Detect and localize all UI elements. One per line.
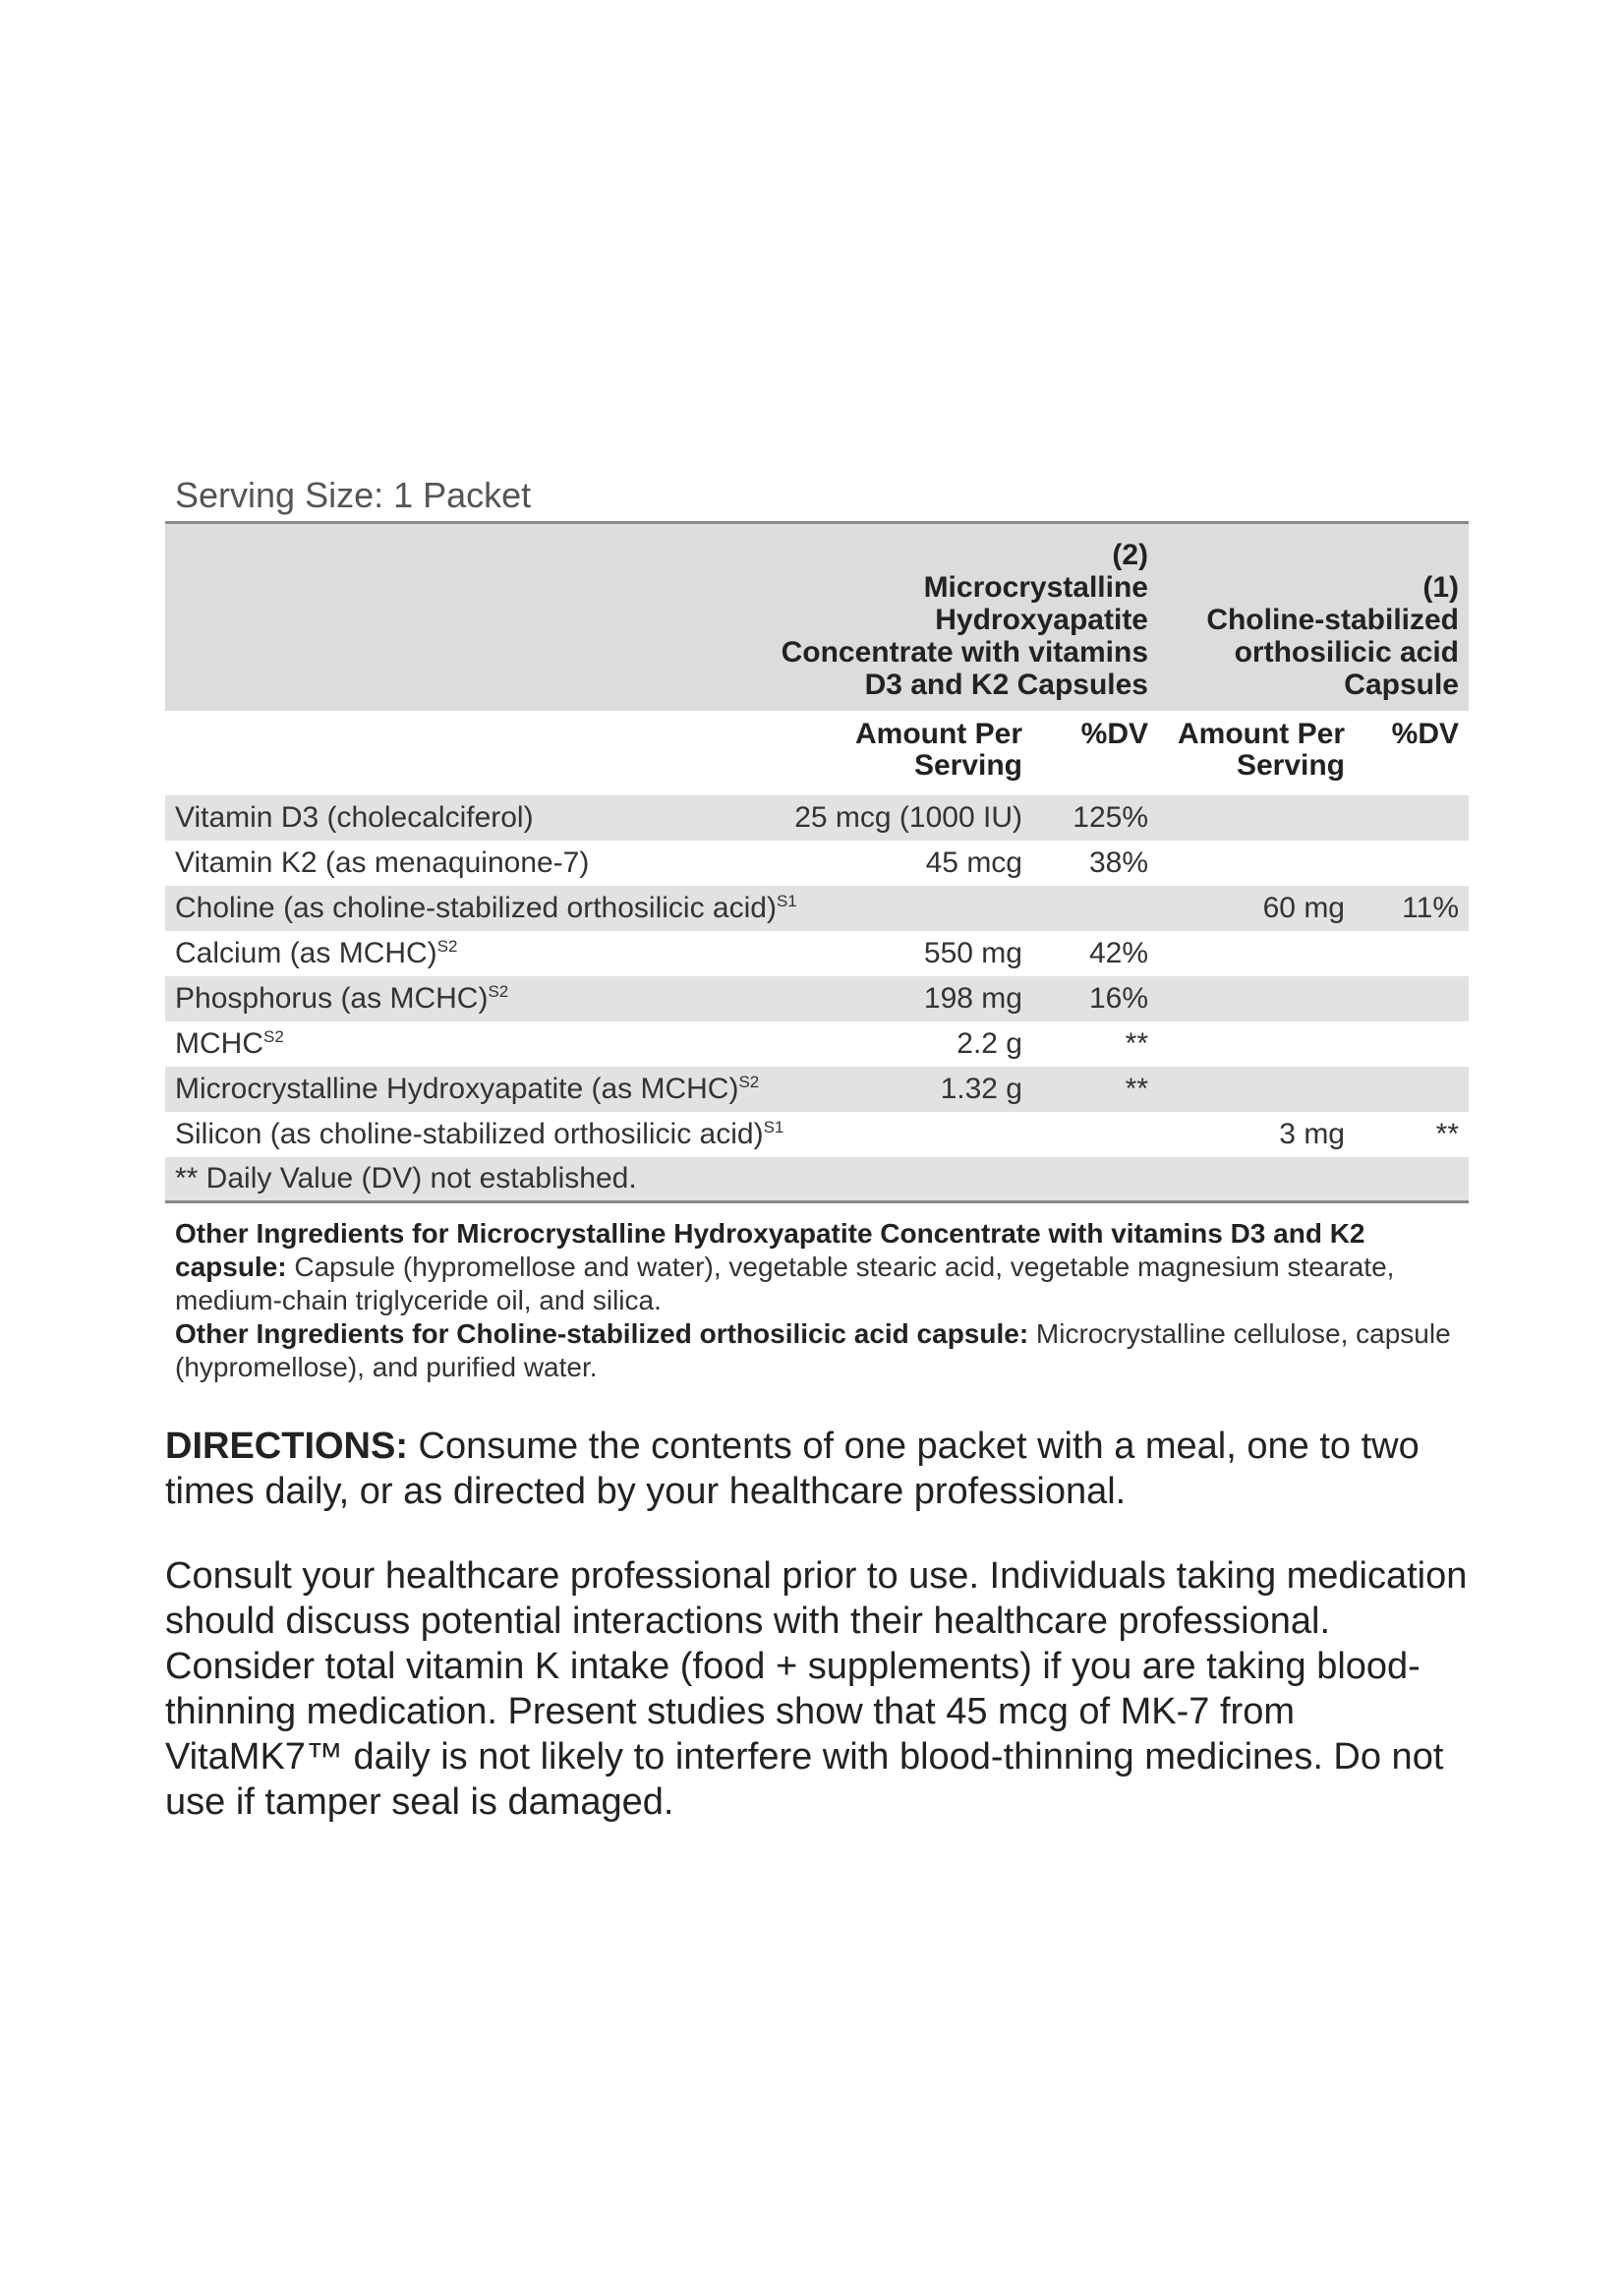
amount-header-row [165,711,1469,795]
nutrient-name: Phosphorus (as MCHC)$^{S2}$ [165,976,767,1021]
dv-1: 125% [1032,795,1158,841]
nutrient-name: Vitamin D3 (cholecalciferol) [165,795,767,841]
serving-size: Serving Size: 1 Packet [175,475,532,515]
dv-2 [1355,976,1469,1021]
directions: DIRECTIONS: Consume the contents of one packet with a meal, one to two times daily, or as directed by your healthcare professional. [165,1426,1420,1512]
dv-2: ** [1435,1118,1459,1150]
amount-header-2: Amount Per Serving [1177,718,1345,782]
dv-2 [1355,1067,1469,1112]
dv-1: ** [1032,1067,1158,1112]
amount-2: 60 mg [1158,886,1355,931]
amount-2 [1158,1067,1355,1112]
header-blank [165,523,767,712]
amount-2 [1158,1021,1355,1067]
amount-header-1: Amount Per Serving [854,718,1022,782]
nutrient-name: Vitamin K2 (as menaquinone-7) [175,846,590,879]
dv-2 [1355,841,1469,886]
dv-header-2: %DV [1391,718,1459,750]
table-row [165,795,1469,841]
amount-1: 45 mcg [925,846,1022,879]
amount-1: 198 mg [767,976,1032,1021]
dv-header-1: %DV [1080,718,1148,750]
product-header-row [165,523,1469,712]
amount-2: 3 mg [1279,1118,1345,1150]
nutrient-name: $MCHC^{S2}$ [175,1027,284,1060]
dv-1 [1032,1112,1158,1157]
dv-footnote-row [165,1157,1469,1202]
amount-1: 550 mg [923,937,1022,969]
table-row [165,931,1469,976]
dv-1 [1032,886,1158,931]
amount-2 [1158,841,1355,886]
other-ingredients-1: Other Ingredients for Microcrystalline Hydroxyapatite Concentrate with vitamins D3 and K2 capsule: Capsule (hypromellose and water), vegetable stearic acid, vegetable magnesium stearate, medium-chain triglyceride oil, and silica. [175,1218,1395,1315]
dv-2: 11% [1355,886,1469,931]
product1-header: (2) Microcrystalline Hydroxyapatite Concentrate with vitamins D3 and K2 Capsules [767,523,1158,712]
dv-1: ** [1125,1027,1148,1060]
amount-1 [767,886,1032,931]
other-ingredients-2: Other Ingredients for Choline-stabilized orthosilicic acid capsule: Microcrystalline cellulose, capsule (hypromellose), and purified water. [175,1318,1451,1382]
nutrient-name: Choline (as choline-stabilized orthosilicic acid)$^{S1}$ [165,886,767,931]
table-row [165,1067,1469,1112]
nutrient-name: Silicon (as choline-stabilized orthosilicic acid)$^{S1}$ [175,1118,784,1150]
dv-1: 16% [1032,976,1158,1021]
dv-2 [1355,795,1469,841]
table-row [165,886,1469,931]
product2-header: (1) Choline-stabilized orthosilicic acid Capsule [1158,523,1469,712]
amount-2 [1158,976,1355,1021]
dv-2 [1355,1021,1469,1067]
table-row [165,841,1469,886]
amount-1 [767,1112,1032,1157]
amount-1: 25 mcg (1000 IU) [767,795,1032,841]
dv-1: 38% [1088,846,1148,879]
amount-1: 1.32 g [767,1067,1032,1112]
nutrient-name: Microcrystalline Hydroxyapatite (as MCHC)$^{S2}$ [165,1067,767,1112]
table-row [165,1021,1469,1067]
table-row [165,1112,1469,1157]
dv-footnote: ** Daily Value (DV) not established. [165,1157,1469,1202]
supplement-label [165,470,1469,1825]
dv-1: 42% [1088,937,1148,969]
amount-2 [1158,931,1355,976]
amount-2 [1158,795,1355,841]
other-ingredients [165,1217,1469,1384]
dv-2 [1355,931,1469,976]
supplement-facts-table [165,521,1469,1203]
nutrient-name: Calcium (as MCHC)$^{S2}$ [175,937,458,969]
warning-text: Consult your healthcare professional prior to use. Individuals taking medication should discuss potential interactions with their healthcare professional. Consider total vitamin K intake (food + supplements) if you are taking blood-thinning medication. Present studies show that 45 mcg of MK-7 from VitaMK7™ daily is not likely to interfere with blood-thinning medicines. Do not use if tamper seal is damaged. [165,1555,1468,1823]
amount-1: 2.2 g [957,1027,1022,1060]
table-row [165,976,1469,1021]
